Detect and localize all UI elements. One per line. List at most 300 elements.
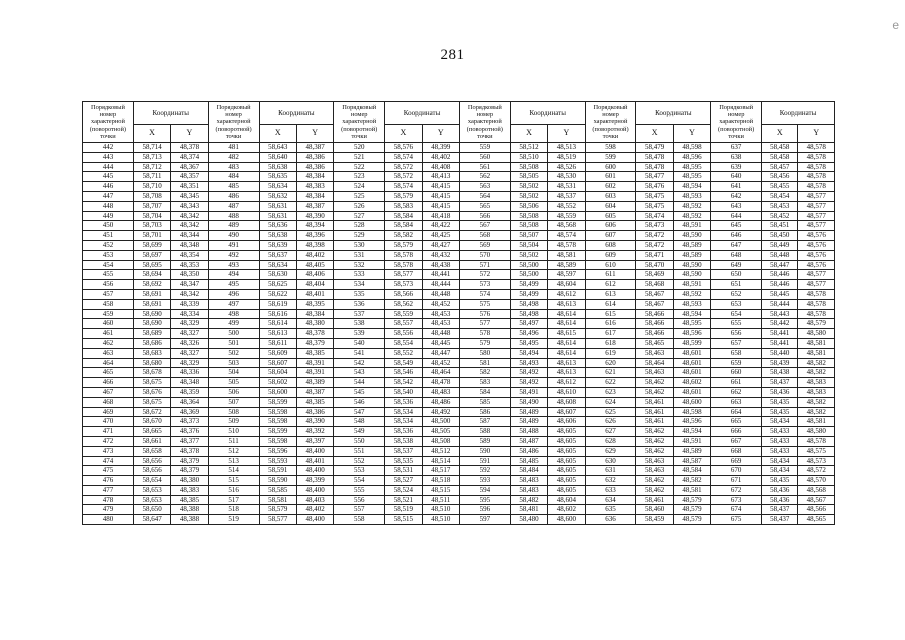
table-row — [83, 329, 835, 339]
cell-x: 58,438 — [762, 368, 798, 378]
cell-x: 58,487 — [510, 436, 547, 446]
cell-y: 48,427 — [422, 240, 459, 250]
cell-point-number: 451 — [83, 231, 134, 241]
cell-point-number: 642 — [711, 191, 762, 201]
cell-x: 58,457 — [762, 162, 798, 172]
cell-x: 58,524 — [385, 485, 422, 495]
cell-y: 48,577 — [798, 221, 835, 231]
cell-x: 58,460 — [636, 505, 673, 515]
cell-point-number: 574 — [459, 289, 510, 299]
cell-x: 58,574 — [385, 182, 422, 192]
cell-point-number: 667 — [711, 436, 762, 446]
cell-point-number: 600 — [585, 162, 636, 172]
cell-x: 58,477 — [636, 172, 673, 182]
header-coordinates: Координаты — [762, 102, 835, 125]
cell-x: 58,683 — [133, 348, 170, 358]
cell-point-number: 524 — [334, 182, 385, 192]
cell-point-number: 643 — [711, 201, 762, 211]
table-row — [83, 162, 835, 172]
cell-point-number: 492 — [208, 250, 259, 260]
cell-point-number: 654 — [711, 309, 762, 319]
cell-point-number: 503 — [208, 358, 259, 368]
cell-point-number: 482 — [208, 152, 259, 162]
cell-x: 58,578 — [385, 260, 422, 270]
cell-x: 58,492 — [510, 368, 547, 378]
cell-point-number: 504 — [208, 368, 259, 378]
cell-point-number: 596 — [459, 505, 510, 515]
cell-point-number: 641 — [711, 182, 762, 192]
header-x: X — [510, 125, 547, 143]
cell-y: 48,379 — [296, 338, 333, 348]
cell-x: 58,653 — [133, 485, 170, 495]
cell-point-number: 530 — [334, 240, 385, 250]
cell-y: 48,400 — [296, 515, 333, 525]
cell-y: 48,578 — [798, 309, 835, 319]
table-row — [83, 240, 835, 250]
cell-x: 58,585 — [259, 485, 296, 495]
cell-y: 48,415 — [422, 201, 459, 211]
cell-x: 58,549 — [385, 358, 422, 368]
cell-x: 58,690 — [133, 319, 170, 329]
table-row — [83, 201, 835, 211]
cell-y: 48,578 — [798, 182, 835, 192]
cell-x: 58,600 — [259, 387, 296, 397]
cell-x: 58,583 — [385, 201, 422, 211]
cell-point-number: 637 — [711, 143, 762, 153]
cell-y: 48,605 — [548, 476, 585, 486]
cell-y: 48,399 — [296, 476, 333, 486]
cell-y: 48,329 — [171, 319, 208, 329]
cell-y: 48,613 — [548, 299, 585, 309]
cell-x: 58,456 — [762, 172, 798, 182]
cell-point-number: 512 — [208, 446, 259, 456]
table-row — [83, 182, 835, 192]
cell-x: 58,699 — [133, 240, 170, 250]
cell-x: 58,710 — [133, 182, 170, 192]
cell-x: 58,559 — [385, 309, 422, 319]
cell-point-number: 507 — [208, 397, 259, 407]
cell-x: 58,478 — [636, 162, 673, 172]
cell-point-number: 664 — [711, 407, 762, 417]
cell-x: 58,510 — [510, 152, 547, 162]
cell-x: 58,703 — [133, 221, 170, 231]
cell-y: 48,387 — [296, 387, 333, 397]
cell-point-number: 527 — [334, 211, 385, 221]
cell-y: 48,512 — [422, 446, 459, 456]
cell-x: 58,467 — [636, 289, 673, 299]
cell-y: 48,464 — [422, 368, 459, 378]
cell-y: 48,567 — [798, 495, 835, 505]
cell-x: 58,463 — [636, 368, 673, 378]
cell-point-number: 562 — [459, 172, 510, 182]
cell-point-number: 452 — [83, 240, 134, 250]
cell-point-number: 533 — [334, 270, 385, 280]
cell-y: 48,390 — [296, 417, 333, 427]
cell-x: 58,579 — [259, 505, 296, 515]
cell-point-number: 552 — [334, 456, 385, 466]
cell-y: 48,376 — [171, 427, 208, 437]
cell-x: 58,507 — [510, 231, 547, 241]
cell-point-number: 498 — [208, 309, 259, 319]
cell-x: 58,462 — [636, 436, 673, 446]
cell-y: 48,605 — [548, 436, 585, 446]
cell-y: 48,600 — [673, 397, 710, 407]
cell-point-number: 526 — [334, 201, 385, 211]
cell-y: 48,379 — [171, 466, 208, 476]
cell-y: 48,590 — [673, 260, 710, 270]
cell-y: 48,581 — [798, 417, 835, 427]
cell-y: 48,492 — [422, 407, 459, 417]
cell-x: 58,483 — [510, 485, 547, 495]
cell-y: 48,593 — [673, 299, 710, 309]
cell-y: 48,577 — [798, 280, 835, 290]
table-row — [83, 143, 835, 153]
cell-x: 58,678 — [133, 368, 170, 378]
cell-y: 48,483 — [422, 387, 459, 397]
cell-x: 58,468 — [636, 280, 673, 290]
cell-x: 58,508 — [510, 162, 547, 172]
cell-y: 48,383 — [296, 182, 333, 192]
cell-y: 48,392 — [296, 427, 333, 437]
cell-point-number: 593 — [459, 476, 510, 486]
cell-point-number: 658 — [711, 348, 762, 358]
cell-x: 58,689 — [133, 329, 170, 339]
cell-x: 58,631 — [259, 211, 296, 221]
cell-x: 58,572 — [385, 162, 422, 172]
cell-point-number: 458 — [83, 299, 134, 309]
table-row — [83, 280, 835, 290]
cell-point-number: 457 — [83, 289, 134, 299]
cell-y: 48,575 — [798, 446, 835, 456]
cell-x: 58,607 — [259, 358, 296, 368]
cell-y: 48,438 — [422, 260, 459, 270]
cell-point-number: 557 — [334, 505, 385, 515]
cell-point-number: 631 — [585, 466, 636, 476]
cell-point-number: 447 — [83, 191, 134, 201]
cell-y: 48,380 — [296, 319, 333, 329]
cell-point-number: 450 — [83, 221, 134, 231]
cell-x: 58,502 — [510, 182, 547, 192]
cell-x: 58,459 — [636, 515, 673, 525]
cell-y: 48,339 — [171, 299, 208, 309]
cell-y: 48,601 — [673, 348, 710, 358]
cell-y: 48,380 — [171, 476, 208, 486]
cell-x: 58,491 — [510, 387, 547, 397]
cell-x: 58,462 — [636, 485, 673, 495]
cell-y: 48,378 — [296, 329, 333, 339]
cell-point-number: 632 — [585, 476, 636, 486]
cell-y: 48,578 — [548, 240, 585, 250]
cell-y: 48,604 — [548, 280, 585, 290]
cell-point-number: 648 — [711, 250, 762, 260]
cell-y: 48,404 — [296, 280, 333, 290]
cell-y: 48,515 — [422, 485, 459, 495]
cell-y: 48,581 — [798, 338, 835, 348]
cell-point-number: 644 — [711, 211, 762, 221]
edge-mark: e — [892, 18, 899, 32]
cell-y: 48,537 — [548, 191, 585, 201]
cell-point-number: 541 — [334, 348, 385, 358]
cell-y: 48,374 — [171, 152, 208, 162]
cell-y: 48,577 — [798, 191, 835, 201]
cell-x: 58,579 — [385, 191, 422, 201]
cell-x: 58,486 — [510, 446, 547, 456]
cell-point-number: 501 — [208, 338, 259, 348]
cell-point-number: 484 — [208, 172, 259, 182]
cell-x: 58,572 — [385, 172, 422, 182]
cell-point-number: 567 — [459, 221, 510, 231]
cell-point-number: 591 — [459, 456, 510, 466]
table-row — [83, 436, 835, 446]
table-row — [83, 319, 835, 329]
cell-point-number: 534 — [334, 280, 385, 290]
cell-x: 58,656 — [133, 456, 170, 466]
cell-y: 48,526 — [548, 162, 585, 172]
cell-point-number: 597 — [459, 515, 510, 525]
cell-x: 58,437 — [762, 378, 798, 388]
header-x: X — [259, 125, 296, 143]
cell-point-number: 455 — [83, 270, 134, 280]
cell-x: 58,463 — [636, 466, 673, 476]
cell-point-number: 653 — [711, 299, 762, 309]
cell-point-number: 586 — [459, 407, 510, 417]
cell-x: 58,675 — [133, 378, 170, 388]
cell-point-number: 477 — [83, 485, 134, 495]
cell-point-number: 453 — [83, 250, 134, 260]
cell-point-number: 544 — [334, 378, 385, 388]
cell-x: 58,536 — [385, 397, 422, 407]
cell-x: 58,495 — [510, 338, 547, 348]
cell-point-number: 465 — [83, 368, 134, 378]
cell-x: 58,496 — [510, 329, 547, 339]
cell-y: 48,559 — [548, 211, 585, 221]
cell-x: 58,581 — [259, 495, 296, 505]
cell-y: 48,577 — [798, 211, 835, 221]
cell-point-number: 551 — [334, 446, 385, 456]
cell-y: 48,604 — [548, 495, 585, 505]
cell-x: 58,582 — [385, 231, 422, 241]
cell-x: 58,653 — [133, 495, 170, 505]
cell-point-number: 456 — [83, 280, 134, 290]
cell-point-number: 657 — [711, 338, 762, 348]
cell-point-number: 543 — [334, 368, 385, 378]
cell-y: 48,601 — [673, 387, 710, 397]
cell-y: 48,399 — [422, 143, 459, 153]
cell-point-number: 471 — [83, 427, 134, 437]
cell-point-number: 598 — [585, 143, 636, 153]
cell-point-number: 580 — [459, 348, 510, 358]
cell-x: 58,557 — [385, 319, 422, 329]
cell-point-number: 668 — [711, 446, 762, 456]
cell-y: 48,403 — [296, 495, 333, 505]
cell-y: 48,513 — [548, 143, 585, 153]
cell-point-number: 555 — [334, 485, 385, 495]
cell-y: 48,590 — [673, 270, 710, 280]
cell-x: 58,466 — [636, 319, 673, 329]
cell-point-number: 542 — [334, 358, 385, 368]
cell-point-number: 476 — [83, 476, 134, 486]
table-row — [83, 231, 835, 241]
cell-y: 48,606 — [548, 417, 585, 427]
cell-point-number: 565 — [459, 201, 510, 211]
cell-x: 58,475 — [636, 191, 673, 201]
cell-x: 58,639 — [259, 240, 296, 250]
cell-x: 58,462 — [636, 387, 673, 397]
cell-x: 58,631 — [259, 201, 296, 211]
cell-point-number: 547 — [334, 407, 385, 417]
cell-y: 48,615 — [548, 329, 585, 339]
cell-y: 48,334 — [171, 309, 208, 319]
cell-x: 58,442 — [762, 319, 798, 329]
cell-point-number: 521 — [334, 152, 385, 162]
cell-y: 48,342 — [171, 211, 208, 221]
cell-y: 48,596 — [673, 329, 710, 339]
cell-x: 58,474 — [636, 211, 673, 221]
cell-y: 48,396 — [296, 231, 333, 241]
cell-point-number: 585 — [459, 397, 510, 407]
cell-y: 48,595 — [673, 319, 710, 329]
cell-point-number: 546 — [334, 397, 385, 407]
cell-point-number: 539 — [334, 329, 385, 339]
cell-y: 48,592 — [673, 289, 710, 299]
cell-y: 48,578 — [798, 143, 835, 153]
cell-x: 58,458 — [762, 143, 798, 153]
cell-x: 58,499 — [510, 280, 547, 290]
table-row — [83, 476, 835, 486]
cell-point-number: 545 — [334, 387, 385, 397]
cell-x: 58,434 — [762, 466, 798, 476]
cell-point-number: 582 — [459, 368, 510, 378]
cell-point-number: 614 — [585, 299, 636, 309]
cell-x: 58,574 — [385, 152, 422, 162]
cell-y: 48,602 — [673, 378, 710, 388]
cell-y: 48,591 — [673, 221, 710, 231]
cell-y: 48,596 — [673, 417, 710, 427]
cell-x: 58,711 — [133, 172, 170, 182]
cell-y: 48,592 — [673, 201, 710, 211]
cell-y: 48,390 — [296, 211, 333, 221]
cell-x: 58,436 — [762, 387, 798, 397]
cell-point-number: 490 — [208, 231, 259, 241]
cell-y: 48,386 — [296, 162, 333, 172]
cell-point-number: 662 — [711, 387, 762, 397]
cell-point-number: 635 — [585, 505, 636, 515]
cell-y: 48,579 — [673, 495, 710, 505]
cell-y: 48,441 — [422, 270, 459, 280]
cell-point-number: 523 — [334, 172, 385, 182]
cell-x: 58,444 — [762, 299, 798, 309]
cell-y: 48,397 — [296, 436, 333, 446]
cell-x: 58,692 — [133, 280, 170, 290]
cell-point-number: 464 — [83, 358, 134, 368]
cell-y: 48,354 — [171, 250, 208, 260]
cell-point-number: 606 — [585, 221, 636, 231]
cell-point-number: 536 — [334, 299, 385, 309]
cell-x: 58,576 — [385, 143, 422, 153]
cell-x: 58,691 — [133, 299, 170, 309]
cell-x: 58,440 — [762, 348, 798, 358]
cell-x: 58,473 — [636, 221, 673, 231]
cell-y: 48,577 — [798, 270, 835, 280]
cell-y: 48,605 — [548, 456, 585, 466]
cell-x: 58,452 — [762, 211, 798, 221]
cell-x: 58,498 — [510, 299, 547, 309]
cell-y: 48,402 — [296, 250, 333, 260]
coordinates-table — [82, 101, 835, 525]
header-coordinates: Координаты — [259, 102, 334, 125]
table-row — [83, 348, 835, 358]
cell-x: 58,506 — [510, 201, 547, 211]
cell-y: 48,401 — [296, 456, 333, 466]
cell-point-number: 615 — [585, 309, 636, 319]
cell-point-number: 517 — [208, 495, 259, 505]
cell-y: 48,605 — [548, 466, 585, 476]
cell-y: 48,613 — [548, 358, 585, 368]
cell-y: 48,386 — [296, 152, 333, 162]
cell-point-number: 479 — [83, 505, 134, 515]
cell-point-number: 607 — [585, 231, 636, 241]
cell-y: 48,608 — [548, 397, 585, 407]
cell-x: 58,634 — [259, 182, 296, 192]
cell-y: 48,418 — [422, 211, 459, 221]
cell-point-number: 579 — [459, 338, 510, 348]
cell-x: 58,446 — [762, 270, 798, 280]
cell-point-number: 638 — [711, 152, 762, 162]
table-row — [83, 427, 835, 437]
cell-y: 48,578 — [798, 289, 835, 299]
cell-point-number: 550 — [334, 436, 385, 446]
cell-point-number: 561 — [459, 162, 510, 172]
cell-x: 58,546 — [385, 368, 422, 378]
cell-x: 58,584 — [385, 221, 422, 231]
cell-point-number: 518 — [208, 505, 259, 515]
cell-x: 58,695 — [133, 260, 170, 270]
cell-point-number: 475 — [83, 466, 134, 476]
table-row — [83, 260, 835, 270]
header-point-number: Порядковый номер характерной (поворотной) точки — [711, 102, 762, 143]
cell-point-number: 617 — [585, 329, 636, 339]
cell-x: 58,435 — [762, 397, 798, 407]
cell-point-number: 449 — [83, 211, 134, 221]
cell-y: 48,581 — [673, 485, 710, 495]
cell-x: 58,590 — [259, 476, 296, 486]
cell-point-number: 650 — [711, 270, 762, 280]
cell-x: 58,625 — [259, 280, 296, 290]
table-row — [83, 446, 835, 456]
cell-x: 58,714 — [133, 143, 170, 153]
table-row — [83, 466, 835, 476]
cell-y: 48,343 — [171, 201, 208, 211]
cell-point-number: 628 — [585, 436, 636, 446]
cell-point-number: 639 — [711, 162, 762, 172]
cell-y: 48,605 — [548, 446, 585, 456]
cell-x: 58,461 — [636, 407, 673, 417]
cell-y: 48,612 — [548, 289, 585, 299]
cell-x: 58,472 — [636, 231, 673, 241]
cell-point-number: 553 — [334, 466, 385, 476]
cell-x: 58,670 — [133, 417, 170, 427]
cell-y: 48,593 — [673, 191, 710, 201]
cell-x: 58,598 — [259, 417, 296, 427]
table-row — [83, 152, 835, 162]
cell-y: 48,531 — [548, 182, 585, 192]
cell-point-number: 549 — [334, 427, 385, 437]
header-y: Y — [548, 125, 585, 143]
page-number: 281 — [440, 47, 465, 63]
cell-y: 48,598 — [673, 143, 710, 153]
cell-y: 48,448 — [422, 289, 459, 299]
cell-y: 48,598 — [673, 407, 710, 417]
